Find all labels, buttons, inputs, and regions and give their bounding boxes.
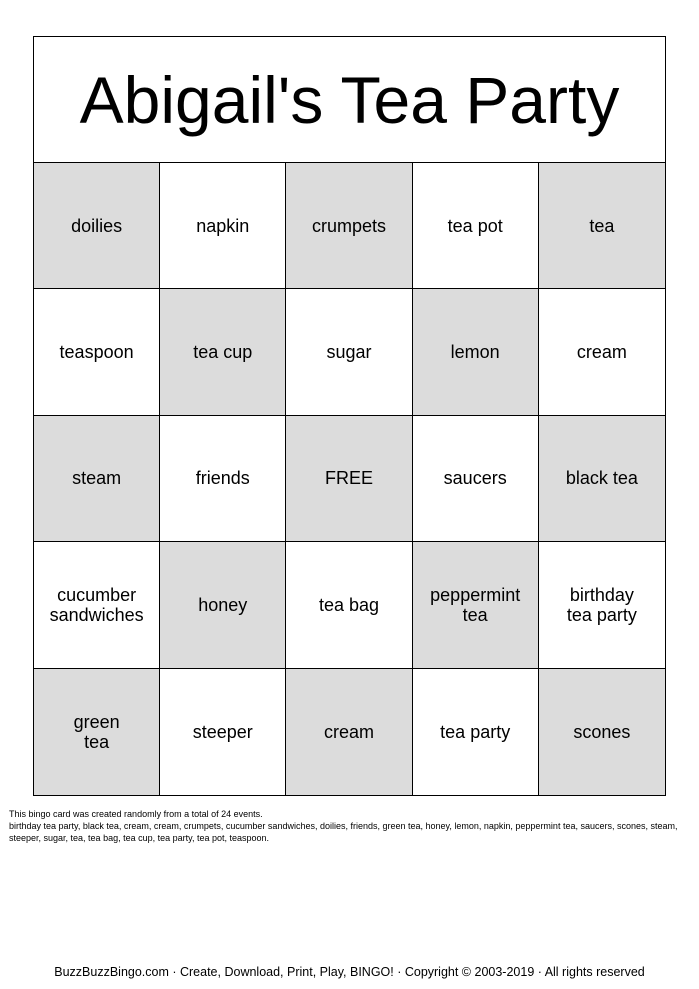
bingo-card [33,36,666,796]
bingo-cell: tea cup [160,289,286,415]
note-event-list: birthday tea party, black tea, cream, cream, crumpets, cucumber sandwiches, doilies, friends, green tea, honey, lemon, napkin, peppermint tea, saucers, scones, steam, steeper, sugar, tea, tea bag, tea cup, tea party, tea pot, teaspoon. [9,821,678,843]
bingo-cell: cream [286,669,412,795]
card-note [9,808,693,844]
bingo-cell: tea [539,163,665,289]
bingo-grid [34,163,665,795]
bingo-cell: birthday tea party [539,542,665,668]
bingo-cell: friends [160,416,286,542]
bingo-cell: black tea [539,416,665,542]
bingo-cell: cream [539,289,665,415]
bingo-cell-free: FREE [286,416,412,542]
bingo-cell: doilies [34,163,160,289]
bingo-cell: sugar [286,289,412,415]
page-footer: BuzzBuzzBingo.com · Create, Download, Print, Play, BINGO! · Copyright © 2003-2019 · All rights reserved [54,965,645,979]
bingo-cell: scones [539,669,665,795]
bingo-cell: crumpets [286,163,412,289]
bingo-cell: honey [160,542,286,668]
bingo-cell: tea party [413,669,539,795]
bingo-cell: tea bag [286,542,412,668]
bingo-cell: tea pot [413,163,539,289]
bingo-cell: cucumber sandwiches [34,542,160,668]
bingo-cell: steam [34,416,160,542]
note-summary: This bingo card was created randomly from a total of 24 events. [9,809,263,819]
bingo-cell: steeper [160,669,286,795]
bingo-cell: saucers [413,416,539,542]
card-title: Abigail's Tea Party [34,37,665,163]
bingo-cell: green tea [34,669,160,795]
bingo-cell: teaspoon [34,289,160,415]
bingo-cell: peppermint tea [413,542,539,668]
bingo-cell: napkin [160,163,286,289]
bingo-cell: lemon [413,289,539,415]
